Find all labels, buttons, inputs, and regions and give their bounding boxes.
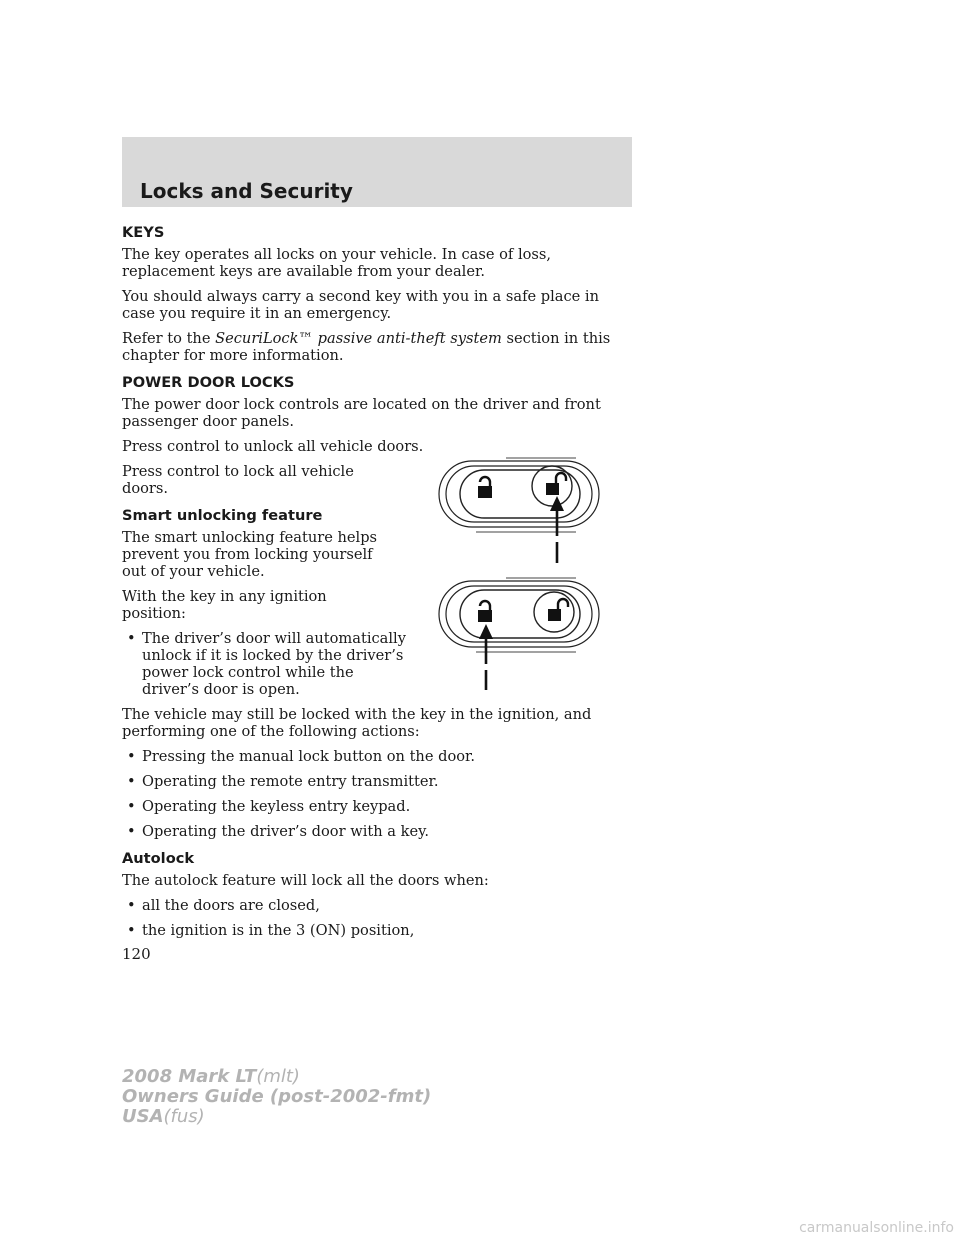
lock-control-illustration (436, 576, 606, 692)
lock-icon (478, 477, 492, 498)
unlock-icon (548, 599, 568, 621)
power-locks-paragraph-2: Press control to unlock all vehicle doors. (122, 438, 424, 455)
bullet-dot: • (127, 748, 136, 765)
page-number: 120 (122, 945, 151, 963)
list-item (122, 773, 632, 790)
list-item: • The driver’s door will automatically unlock if it is locked by the driver’s power lock control while the driver’s door is open. (127, 630, 406, 698)
keys-p3-after: section in this chapter for more information. (122, 330, 611, 364)
document-footer (122, 1067, 431, 1127)
list-item-text: Operating the remote entry transmitter. (142, 773, 439, 790)
power-locks-paragraph-3: Press control to lock all vehicle doors. (122, 463, 354, 497)
autolock-condition-list (122, 897, 632, 939)
bullet-dot: • (127, 823, 136, 840)
list-item-text: the ignition is in the 3 (ON) position, (142, 922, 415, 939)
arrow-icon (479, 624, 493, 690)
bullet-dot: • (127, 897, 136, 914)
section-header-band (122, 137, 632, 207)
list-item (122, 897, 632, 914)
autolock-paragraph-1: The autolock feature will lock all the doors when: (122, 872, 489, 889)
bullet-dot: • (127, 773, 136, 790)
smart-unlocking-paragraph-1: The smart unlocking feature helps prevent you from locking yourself out of your vehicle. (122, 529, 378, 580)
list-item (122, 748, 632, 765)
footer-line-3: USA(fus) (122, 1106, 205, 1127)
smart-unlocking-heading: Smart unlocking feature (122, 507, 323, 524)
watermark: carmanualsonline.info (799, 1220, 954, 1236)
list-item-text: Operating the keyless entry keypad. (142, 798, 411, 815)
bullet-dot: • (127, 630, 136, 647)
list-item-text: Pressing the manual lock button on the door. (142, 748, 476, 765)
list-item (122, 922, 632, 939)
securilock-reference: SecuriLock™ passive anti-theft system (215, 330, 502, 347)
autolock-heading: Autolock (122, 850, 195, 867)
lock-icon (478, 601, 492, 622)
footer-line-1: 2008 Mark LT(mlt) (122, 1066, 300, 1087)
keys-paragraph-3 (122, 330, 632, 364)
smart-unlocking-paragraph-2: With the key in any ignition position: (122, 588, 327, 622)
section-title: Locks and Security (140, 179, 353, 203)
list-item (122, 823, 632, 840)
unlock-icon (546, 473, 566, 495)
panel-outline-outer (439, 461, 599, 527)
bullet-dot: • (127, 922, 136, 939)
keys-paragraph-1: The key operates all locks on your vehicle. In case of loss, replacement keys are available from your dealer. (122, 246, 552, 280)
keys-p3-before: Refer to the (122, 330, 216, 347)
bullet-dot: • (127, 798, 136, 815)
keys-paragraph-2: You should always carry a second key with you in a safe place in case you require it in an emergency. (122, 288, 599, 322)
panel-outline-outer (439, 581, 599, 647)
list-item-text: all the doors are closed, (142, 897, 320, 914)
unlock-control-illustration (436, 456, 606, 572)
smart-unlocking-paragraph-3: The vehicle may still be locked with the key in the ignition, and performing one of the following actions: (122, 706, 592, 740)
smart-unlocking-action-list (122, 748, 632, 840)
power-door-locks-heading: POWER DOOR LOCKS (122, 374, 295, 391)
footer-line-2: Owners Guide (post-2002-fmt) (122, 1086, 432, 1107)
keys-heading: KEYS (122, 224, 165, 241)
list-item-text: Operating the driver’s door with a key. (142, 823, 430, 840)
list-item (122, 798, 632, 815)
power-locks-paragraph-1: The power door lock controls are located on the driver and front passenger door panels. (122, 396, 601, 430)
